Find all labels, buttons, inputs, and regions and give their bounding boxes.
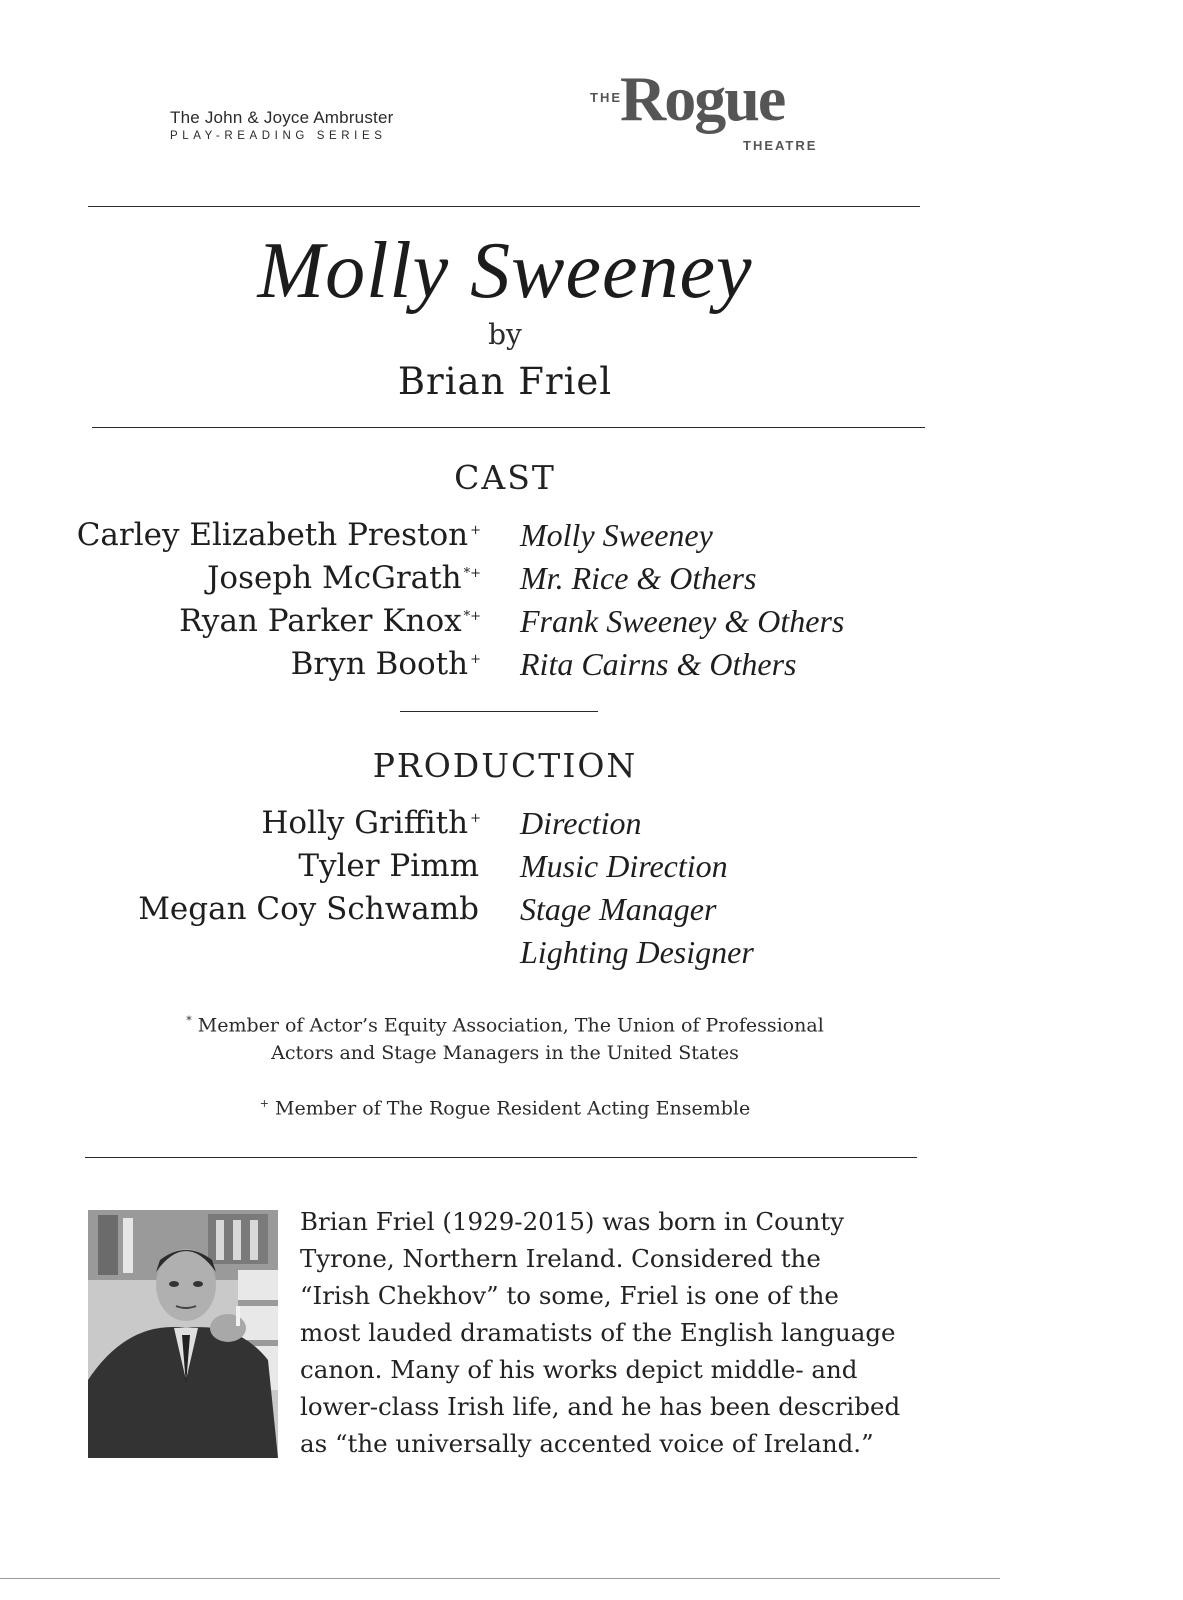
section-divider xyxy=(400,711,598,712)
logo-rogue-text: Rogue xyxy=(620,63,785,134)
bio-line: lower-class Irish life, and he has been described xyxy=(300,1392,901,1421)
production-role: Music Direction xyxy=(520,848,728,884)
cast-row xyxy=(0,603,1183,647)
cast-role: Rita Cairns & Others xyxy=(520,646,797,682)
bio-line: Tyrone, Northern Ireland. Considered the xyxy=(300,1244,821,1273)
production-name xyxy=(479,934,481,970)
equity-footnote xyxy=(0,1007,1010,1067)
header-divider xyxy=(88,206,920,207)
cast-name: Carley Elizabeth Preston + xyxy=(76,517,481,553)
bio-divider xyxy=(85,1157,917,1158)
cast-name: Bryn Booth + xyxy=(290,646,481,682)
production-name: Holly Griffith + xyxy=(261,805,481,841)
production-name: Tyler Pimm xyxy=(298,848,479,884)
cast-role: Mr. Rice & Others xyxy=(520,560,757,596)
cast-name: Ryan Parker Knox *+ xyxy=(179,603,481,639)
production-row xyxy=(0,805,1183,849)
bio-line: canon. Many of his works depict middle- and xyxy=(300,1355,858,1384)
cast-row xyxy=(0,646,1183,690)
author-bio xyxy=(300,1203,940,1462)
cast-role: Molly Sweeney xyxy=(520,517,713,553)
production-row xyxy=(0,891,1183,935)
title-divider xyxy=(92,427,925,428)
cast-row xyxy=(0,517,1183,561)
bio-line: as “the universally accented voice of Ireland.” xyxy=(300,1429,874,1458)
equity-footnote-line2: Actors and Stage Managers in the United States xyxy=(271,1042,739,1065)
bio-line: most lauded dramatists of the English language xyxy=(300,1318,896,1347)
cast-role: Frank Sweeney & Others xyxy=(520,603,845,639)
rogue-theatre-logo xyxy=(590,63,830,183)
equity-footnote-line1: * Member of Actor’s Equity Association, The Union of Professional xyxy=(186,1014,824,1037)
logo-theatre-text: THEATRE xyxy=(743,138,818,153)
series-subtitle: PLAY-READING SERIES xyxy=(170,130,387,142)
ensemble-footnote: + Member of The Rogue Resident Acting Ensemble xyxy=(259,1097,751,1120)
production-heading: PRODUCTION xyxy=(372,746,638,785)
production-name: Megan Coy Schwamb xyxy=(138,891,479,927)
logo-the-text: THE xyxy=(590,90,622,105)
production-row xyxy=(0,848,1183,892)
series-name: The John & Joyce Ambruster xyxy=(170,108,394,127)
byline-by: by xyxy=(488,318,522,351)
cast-name: Joseph McGrath *+ xyxy=(206,560,481,596)
bio-line: Brian Friel (1929-2015) was born in County xyxy=(300,1207,845,1236)
portrait-photo-icon xyxy=(88,1210,278,1458)
cast-row xyxy=(0,560,1183,604)
series-title xyxy=(170,108,435,142)
play-author: Brian Friel xyxy=(397,360,613,403)
page-edge-line xyxy=(0,1578,1000,1579)
cast-heading: CAST xyxy=(454,458,556,497)
production-role: Lighting Designer xyxy=(520,934,754,970)
play-title: Molly Sweeney xyxy=(257,227,753,315)
production-role: Stage Manager xyxy=(520,891,717,927)
production-row xyxy=(0,934,1183,978)
bio-line: “Irish Chekhov” to some, Friel is one of the xyxy=(300,1281,839,1310)
production-role: Direction xyxy=(520,805,642,841)
